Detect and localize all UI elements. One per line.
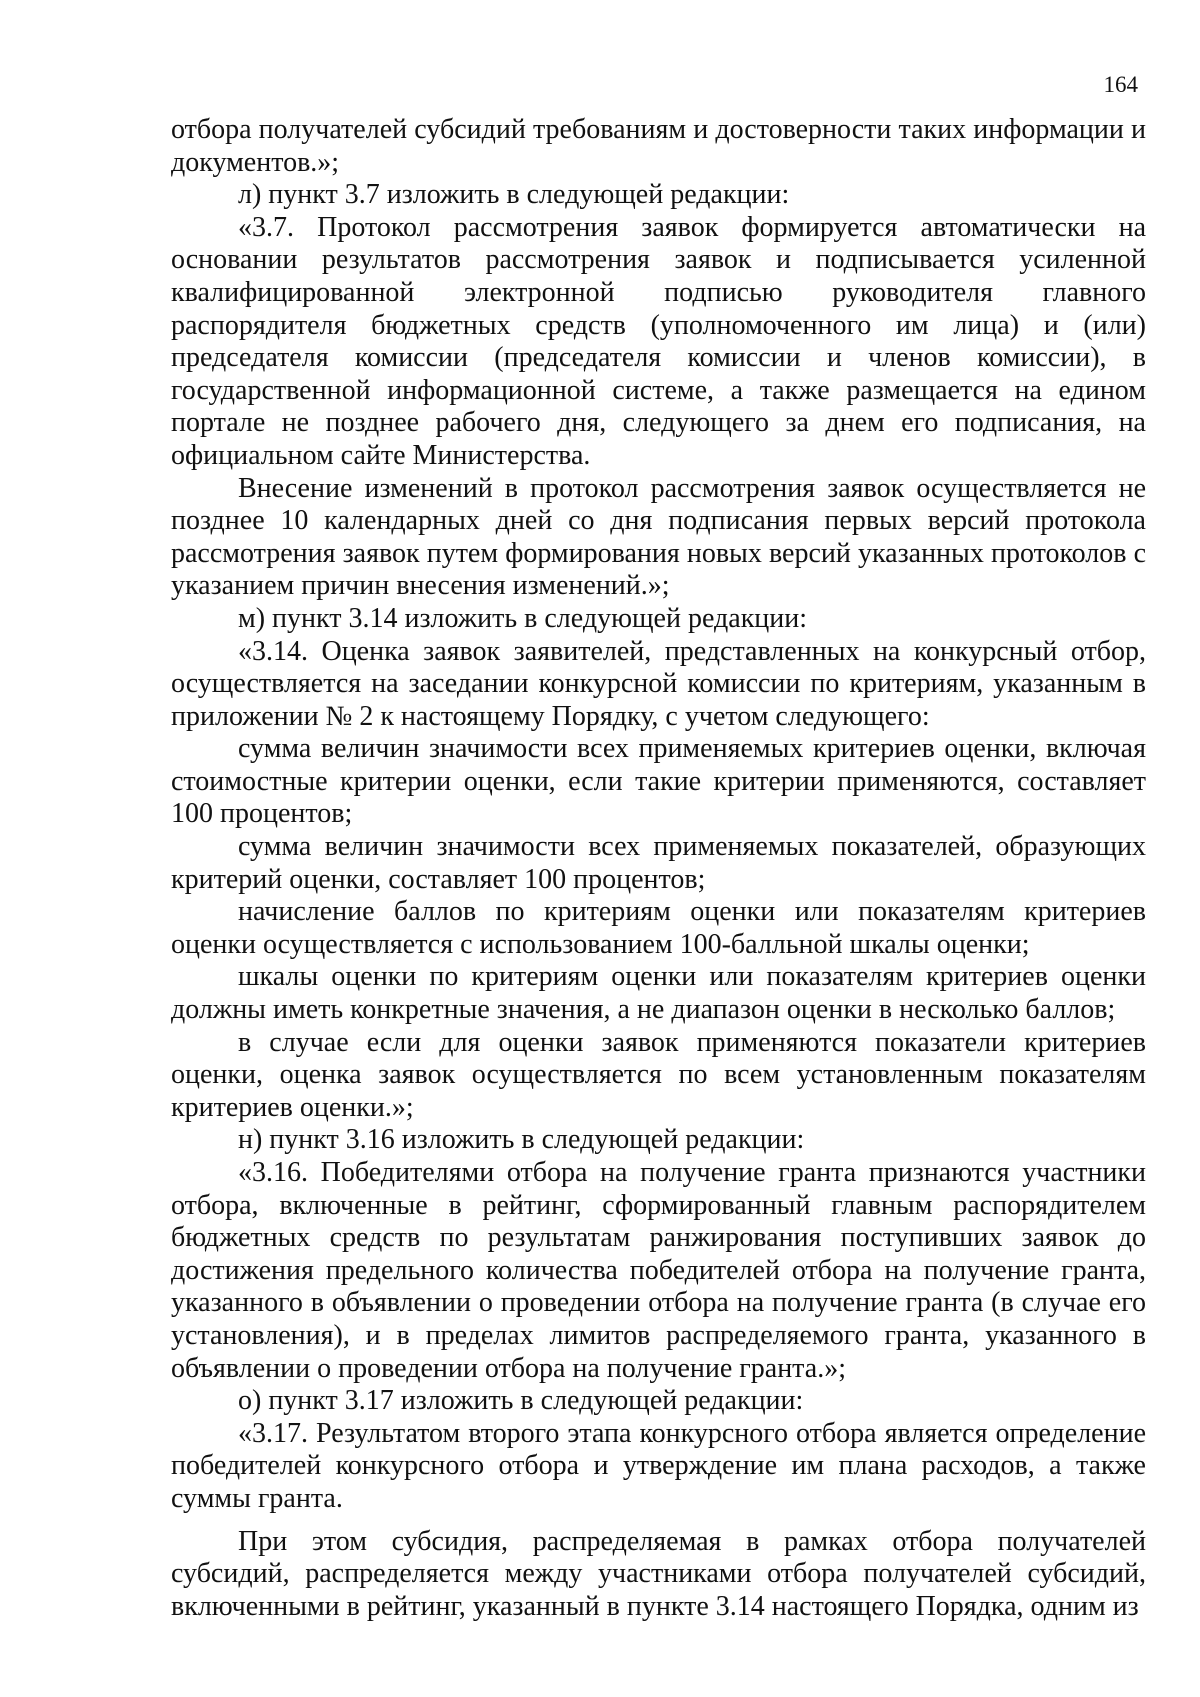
paragraph: сумма величин значимости всех применяемых критериев оценки, включая стоимостные критерии оценки, если такие критерии применяются, составляет 100 процентов;	[171, 733, 1146, 830]
page-number: 164	[1103, 72, 1138, 97]
paragraph: «3.17. Результатом второго этапа конкурсного отбора является определение победителей конкурсного отбора и утверждение им плана расходов, а также суммы гранта.	[171, 1417, 1146, 1514]
paragraph: л) пункт 3.7 изложить в следующей редакции:	[238, 179, 790, 211]
paragraph: м) пункт 3.14 изложить в следующей редакции:	[238, 602, 808, 634]
paragraph: При этом субсидия, распределяемая в рамках отбора получателей субсидий, распределяется между участниками отбора получателей субсидий, включенными в рейтинг, указанный в пункте 3.14 настоящего Порядка, одним из	[171, 1525, 1146, 1622]
paragraph: «3.16. Победителями отбора на получение гранта признаются участники отбора, включенные в рейтинг, сформированный главным распорядителем бюджетных средств по результатам ранжирования поступивших заявок до достижения предельного количества победителей отбора на получение гранта, указанного в объявлении о проведении отбора на получение гранта (в случае его установления), и в пределах лимитов распределяемого гранта, указанного в объявлении о проведении отбора на получение гранта.»;	[171, 1157, 1146, 1384]
paragraph: в случае если для оценки заявок применяются показатели критериев оценки, оценка заявок осуществляется по всем установленным показателям критериев оценки.»;	[171, 1026, 1146, 1123]
paragraph: о) пункт 3.17 изложить в следующей редакции:	[238, 1385, 804, 1417]
paragraph: сумма величин значимости всех применяемых показателей, образующих критерий оценки, составляет 100 процентов;	[171, 831, 1146, 895]
paragraph: «3.14. Оценка заявок заявителей, представленных на конкурсный отбор, осуществляется на заседании конкурсной комиссии по критериям, указанным в приложении № 2 к настоящему Порядку, с учетом следующего:	[171, 635, 1146, 732]
document-body	[171, 114, 1146, 1623]
paragraph: отбора получателей субсидий требованиям и достоверности таких информации и документов.»;	[171, 114, 1146, 178]
paragraph: Внесение изменений в протокол рассмотрения заявок осуществляется не позднее 10 календарных дней со дня подписания первых версий протокола рассмотрения заявок путем формирования новых версий указанных протоколов с указанием причин внесения изменений.»;	[171, 472, 1146, 602]
paragraph: н) пункт 3.16 изложить в следующей редакции:	[238, 1124, 805, 1156]
paragraph: начисление баллов по критериям оценки или показателям критериев оценки осуществляется с использованием 100-балльной шкалы оценки;	[171, 896, 1146, 960]
paragraph: «3.7. Протокол рассмотрения заявок формируется автоматически на основании результатов рассмотрения заявок и подписывается усиленной квалифицированной электронной подписью руководителя главного распорядителя бюджетных средств (уполномоченного им лица) и (или) председателя комиссии (председателя комиссии и членов комиссии), в государственной информационной системе, а также размещается на едином портале не позднее рабочего дня, следующего за днем его подписания, на официальном сайте Министерства.	[171, 211, 1146, 471]
paragraph: шкалы оценки по критериям оценки или показателям критериев оценки должны иметь конкретные значения, а не диапазон оценки в несколько баллов;	[171, 961, 1146, 1026]
